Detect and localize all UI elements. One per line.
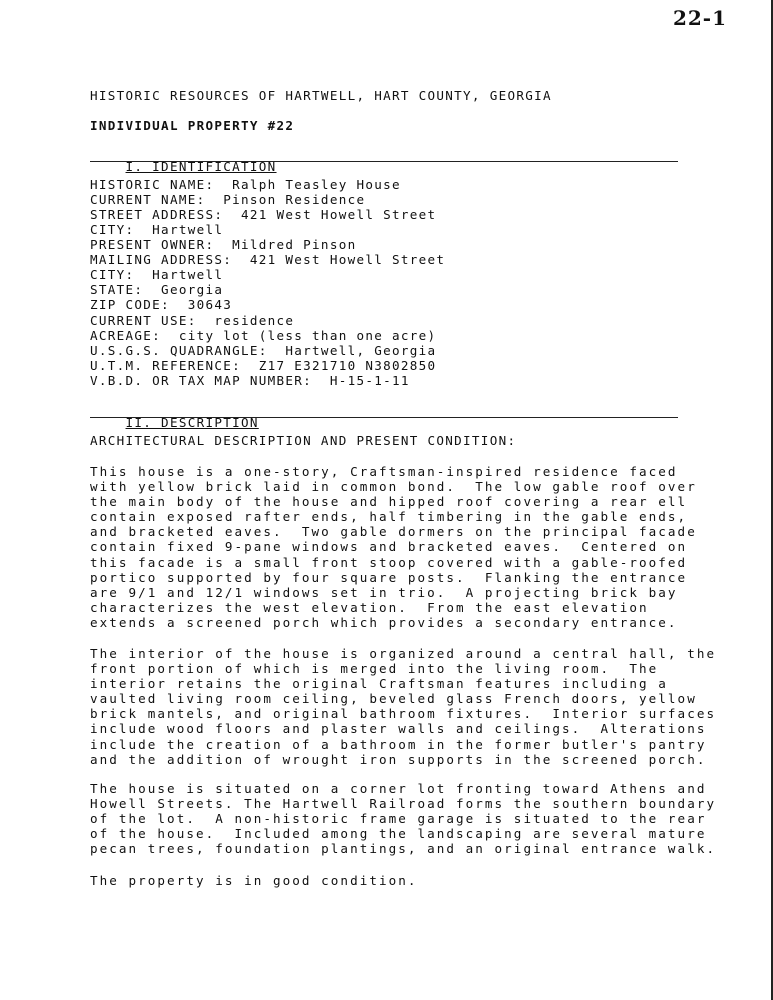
paragraph-condition [90,873,690,888]
paragraph-line: include the creation of a bathroom in the former butler's pantry [90,736,707,752]
paragraph-line: are 9/1 and 12/1 windows set in trio. A projecting brick bay [90,584,678,600]
paragraph-line: portico supported by four square posts. Flanking the entrance [90,569,688,585]
identification-heading-text: I. IDENTIFICATION [125,159,277,174]
paragraph-line: vaulted living room ceiling, beveled glass French doors, yellow [90,691,697,707]
field-current-use: CURRENT USE: residence [90,313,295,328]
paragraph-line: The house is situated on a corner lot fronting toward Athens and [90,781,707,796]
paragraph-line: and bracketed eaves. Two gable dormers on the principal facade [90,524,697,540]
document-title: HISTORIC RESOURCES OF HARTWELL, HART COUNTY, GEORGIA [90,88,552,103]
paragraph-line: The interior of the house is organized around a central hall, the [90,646,717,661]
paragraph-line: This house is a one-story, Craftsman-inspired residence faced [90,464,678,479]
paragraph-line: extends a screened porch which provides a secondary entrance. [90,614,678,630]
page-number: 22-1 [672,6,727,30]
paragraph-line: The property is in good condition. [90,873,418,888]
paragraph-line: contain fixed 9-pane windows and bracketed eaves. Centered on [90,539,688,555]
paragraph-line: of the lot. A non-historic frame garage is situated to the rear [90,811,707,827]
paragraph-line: Howell Streets. The Hartwell Railroad forms the southern boundary [90,796,717,812]
field-street-address: STREET ADDRESS: 421 West Howell Street [90,207,437,222]
field-tax-map-number: V.B.D. OR TAX MAP NUMBER: H-15-1-11 [90,373,410,388]
field-present-owner: PRESENT OWNER: Mildred Pinson [90,237,357,252]
paragraph-line: the main body of the house and hipped roof covering a rear ell [90,494,688,510]
paragraph-line: with yellow brick laid in common bond. The low gable roof over [90,479,697,495]
field-usgs-quadrangle: U.S.G.S. QUADRANGLE: Hartwell, Georgia [90,343,437,358]
field-acreage: ACREAGE: city lot (less than one acre) [90,328,437,343]
paragraph-line: of the house. Included among the landscaping are several mature [90,826,707,842]
paragraph-line: pecan trees, foundation plantings, and an original entrance walk. [90,841,717,857]
paragraph-line: characterizes the west elevation. From the east elevation [90,599,649,615]
description-heading [90,402,678,430]
field-state: STATE: Georgia [90,282,224,297]
paragraph-line: include wood floors and plaster walls and ceilings. Alterations [90,721,707,737]
paragraph-interior [90,646,717,767]
field-mailing-city: CITY: Hartwell [90,267,224,282]
description-heading-text: II. DESCRIPTION [125,415,259,430]
field-current-name: CURRENT NAME: Pinson Residence [90,192,366,207]
paragraph-line: and the addition of wrought iron supports in the screened porch. [90,751,707,767]
paragraph-line: this facade is a small front stoop covered with a gable-roofed [90,554,688,570]
description-subheading: ARCHITECTURAL DESCRIPTION AND PRESENT CONDITION: [90,433,517,448]
paragraph-line: brick mantels, and original bathroom fixtures. Interior surfaces [90,706,717,722]
paragraph-setting [90,781,717,857]
paragraph-line: front portion of which is merged into the living room. The [90,661,659,677]
paragraph-line: interior retains the original Craftsman features including a [90,676,668,692]
property-heading: INDIVIDUAL PROPERTY #22 [90,118,295,133]
identification-heading [90,146,678,174]
field-utm-reference: U.T.M. REFERENCE: Z17 E321710 N3802850 [90,358,437,373]
field-city: CITY: Hartwell [90,222,224,237]
field-zip-code: ZIP CODE: 30643 [90,297,233,312]
field-mailing-address: MAILING ADDRESS: 421 West Howell Street [90,252,446,267]
paragraph-exterior [90,464,697,630]
field-historic-name: HISTORIC NAME: Ralph Teasley House [90,177,401,192]
paragraph-line: contain exposed rafter ends, half timbering in the gable ends, [90,509,688,525]
